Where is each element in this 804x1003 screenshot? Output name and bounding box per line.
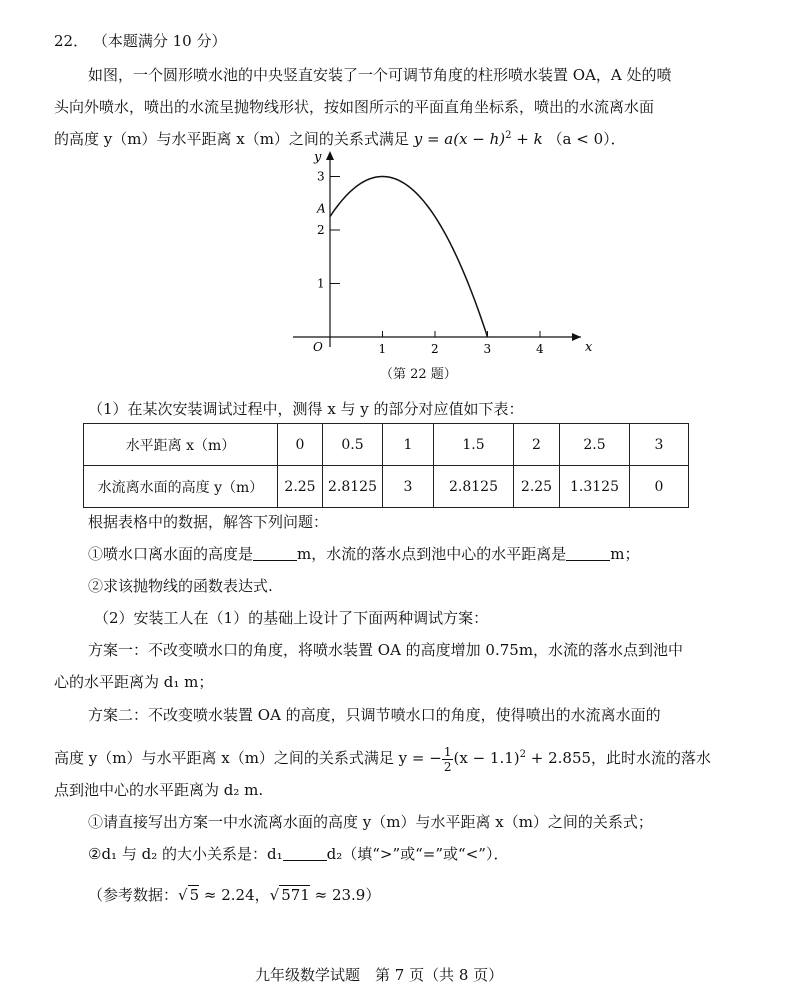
- reference-prefix: （参考数据：: [88, 886, 179, 904]
- question-points: （本题满分 10 分）: [92, 32, 227, 50]
- plan2-line-1: 方案二：不改变喷水装置 OA 的高度，只调节喷水口的角度，使得喷出的水流离水面的: [88, 706, 661, 724]
- plan2-exponent: 2: [519, 749, 526, 760]
- formula-exponent: 2: [505, 130, 512, 141]
- intro-line-1: 如图，一个圆形喷水池的中央竖直安装了一个可调节角度的柱形喷水装置 OA，A 处的喷: [88, 66, 672, 84]
- table-cell: 2.8125: [323, 466, 383, 508]
- fraction: [442, 745, 454, 774]
- intro-line-2: 头向外喷水，喷出的水流呈抛物线形状，按如图所示的平面直角坐标系，喷出的水流离水面: [54, 98, 655, 116]
- table-cell: 2: [514, 424, 560, 466]
- plan2-text-b: (x − 1.1): [453, 749, 520, 767]
- fraction-numerator: 1: [443, 744, 452, 759]
- table-cell: 2.8125: [434, 466, 514, 508]
- table-cell: 2.5: [560, 424, 630, 466]
- question-number: 22．: [54, 32, 89, 50]
- answer-blank[interactable]: [253, 545, 297, 561]
- plan1-line-1: 方案一：不改变喷水口的角度，将喷水装置 OA 的高度增加 0.75m，水流的落水点到池中: [88, 641, 684, 659]
- q1-text-a: ①喷水口离水面的高度是: [88, 545, 254, 563]
- x-tick-label: 1: [378, 342, 387, 356]
- y-axis-arrow: [326, 151, 334, 160]
- q2-text-b: d₂（填“>”或“=”或“<”）．: [326, 845, 509, 863]
- formula-condition: （a < 0）．: [547, 130, 626, 148]
- table-row: [84, 424, 689, 466]
- answer-blank[interactable]: [283, 845, 327, 861]
- part2-question-1: ①请直接写出方案一中水流离水面的高度 y（m）与水平距离 x（m）之间的关系式；: [88, 813, 653, 831]
- plan1-line-2: 心的水平距离为 d₁ m；: [54, 673, 214, 691]
- x-tick-label: 4: [536, 342, 544, 356]
- plan2-line-3: 点到池中心的水平距离为 d₂ m.: [54, 781, 264, 799]
- y-axis-label: y: [314, 150, 322, 165]
- formula-tail: + k: [511, 130, 543, 148]
- y-tick-label: 1: [317, 276, 325, 291]
- formula: y = a(x − h): [413, 130, 506, 148]
- q1-text-c: m；: [610, 545, 640, 563]
- table-cell: 1: [383, 424, 434, 466]
- x-tick-label: 3: [483, 342, 492, 356]
- chart-svg: [285, 145, 593, 360]
- sqrt-icon: √: [269, 886, 280, 904]
- sqrt571-radicand: 571: [281, 886, 310, 904]
- plan2-text-a: 高度 y（m）与水平距离 x（m）之间的关系式满足 y = −: [54, 749, 442, 767]
- x-axis-arrow: [572, 333, 581, 341]
- figure-caption: （第 22 题）: [380, 367, 457, 382]
- plan2-text-c: + 2.855，此时水流的落水: [525, 749, 712, 767]
- intro-line-3-text: 的高度 y（m）与水平距离 x（m）之间的关系式满足: [54, 130, 409, 148]
- fraction-denominator: 2: [443, 759, 452, 774]
- q2-text-a: ②d₁ 与 d₂ 的大小关系是：d₁: [88, 845, 283, 863]
- table-row: [84, 466, 689, 508]
- part1-question-1: [88, 543, 639, 564]
- data-table: [83, 423, 689, 508]
- table-cell: 3: [630, 424, 689, 466]
- origin-label: O: [313, 340, 323, 354]
- parabola-chart: [285, 145, 593, 360]
- part2-question-2: [88, 843, 508, 864]
- sqrt5-radicand: 5: [189, 886, 200, 904]
- y-tick-label: 2: [317, 223, 325, 237]
- table-cell: 1.5: [434, 424, 514, 466]
- page-footer: 九年级数学试题 第 7 页（共 8 页）: [255, 966, 504, 984]
- table-cell: 0.5: [323, 424, 383, 466]
- table-row-header: 水平距离 x（m）: [84, 424, 278, 466]
- table-cell: 0: [278, 424, 323, 466]
- part2-prompt: （2）安装工人在（1）的基础上设计了下面两种调试方案：: [94, 609, 489, 627]
- table-cell: 2.25: [278, 466, 323, 508]
- sqrt5-value: ≈ 2.24，: [199, 886, 270, 904]
- x-tick-label: 2: [431, 342, 439, 356]
- part1-prompt: （1）在某次安装调试过程中，测得 x 与 y 的部分对应值如下表：: [88, 400, 524, 418]
- q1-text-b: m，水流的落水点到池中心的水平距离是: [297, 545, 567, 563]
- x-axis-label: x: [585, 340, 593, 355]
- sqrt-icon: √: [178, 886, 188, 904]
- point-a-label: A: [317, 201, 326, 216]
- reference-data: [88, 884, 380, 905]
- table-cell: 0: [630, 466, 689, 508]
- table-cell: 2.25: [514, 466, 560, 508]
- table-cell: 3: [383, 466, 434, 508]
- after-table-text: 根据表格中的数据，解答下列问题：: [88, 513, 329, 531]
- sqrt571-value: ≈ 23.9）: [309, 886, 381, 904]
- part1-question-2: ②求该抛物线的函数表达式.: [88, 577, 273, 595]
- question-header: [54, 30, 227, 51]
- table-row-header: 水流离水面的高度 y（m）: [84, 466, 278, 508]
- answer-blank[interactable]: [566, 545, 610, 561]
- plan2-line-2: [54, 738, 711, 772]
- table-cell: 1.3125: [560, 466, 630, 508]
- y-tick-label: 3: [317, 169, 325, 184]
- parabola-curve: [330, 177, 488, 338]
